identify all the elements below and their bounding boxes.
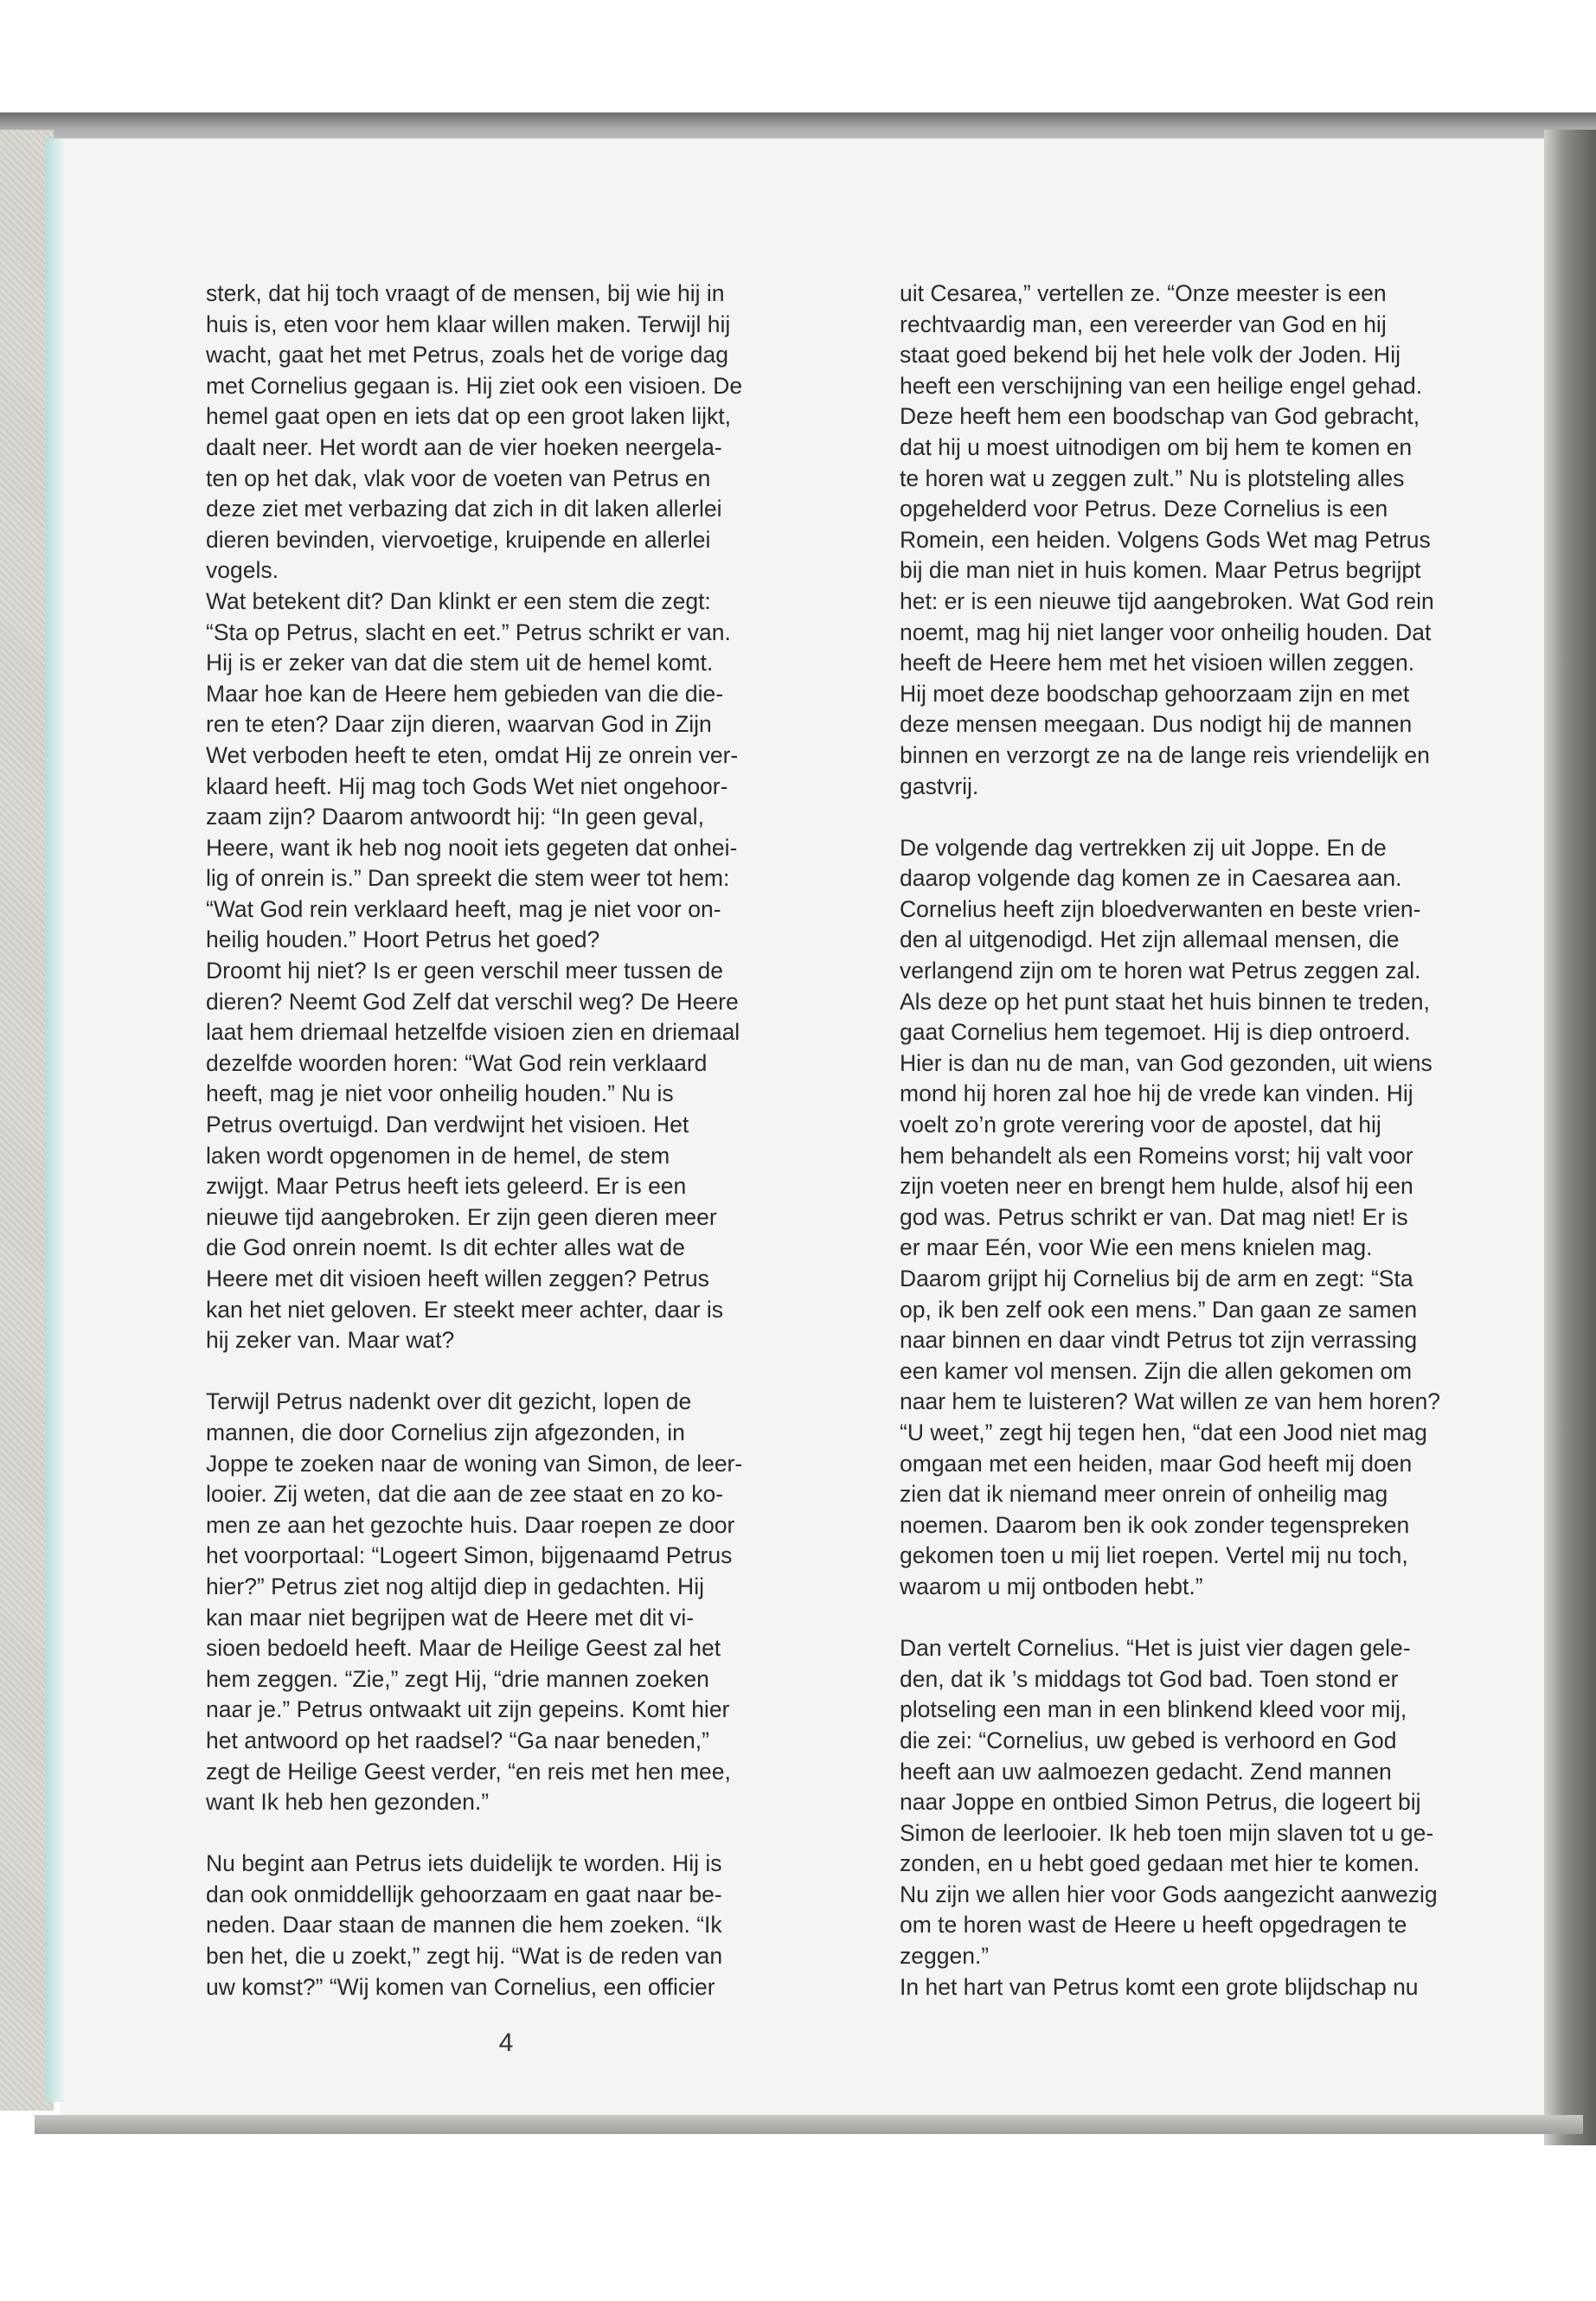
text-line: daalt neer. Het wordt aan de vier hoeken neergela- [206,433,722,460]
text-line: voelt zo’n grote verering voor de apostel, dat hij [900,1112,1381,1138]
text-line: dieren? Neemt God Zelf dat verschil weg? De Heere [206,988,739,1015]
text-line: Wet verboden heeft te eten, omdat Hij ze onrein ver- [206,741,739,768]
text-line: huis is, eten voor hem klaar willen maken. Terwijl hij [206,311,731,337]
text-line: hij zeker van. Maar wat? [206,1327,455,1354]
text-line: heeft, mag je niet voor onheilig houden.” Nu is [206,1080,674,1107]
text-line: staat goed bekend bij het hele volk der Joden. Hij [900,342,1401,369]
text-line: In het hart van Petrus komt een grote blijdschap nu [900,1973,1419,2000]
text-line: neden. Daar staan de mannen die hem zoeken. “Ik [206,1912,722,1939]
text-line: heeft een verschijning van een heilige engel gehad. [900,372,1423,399]
text-line: laken wordt opgenomen in de hemel, de stem [206,1142,670,1169]
text-line: “Wat God rein verklaard heeft, mag je niet voor on- [206,895,721,922]
text-line: Maar hoe kan de Heere hem gebieden van die die- [206,680,724,707]
text-line: zien dat ik niemand meer onrein of onheilig mag [900,1481,1388,1508]
text-line: nieuwe tijd aangebroken. Er zijn geen dieren meer [206,1203,717,1230]
text-line: bij die man niet in huis komen. Maar Petrus begrijpt [900,557,1421,584]
text-line: deze mensen meegaan. Dus nodigt hij de mannen [900,711,1413,738]
paragraph-gap [900,1603,1505,1634]
scan-border-right [1544,130,1596,2145]
text-line: Petrus overtuigd. Dan verdwijnt het visioen. Het [206,1112,689,1138]
paragraph-gap [206,1356,816,1388]
text-line: noemt, mag hij niet langer voor onheilig houden. Dat [900,619,1432,645]
text-line: deze ziet met verbazing dat zich in dit laken allerlei [206,496,722,522]
text-line: sterk, dat hij toch vraagt of de mensen, bij wie hij in [206,280,725,306]
text-line: rechtvaardig man, een vereerder van God en hij [900,311,1387,337]
text-line: om te horen wast de Heere u heeft opgedragen te [900,1912,1407,1939]
text-line: het antwoord op het raadsel? “Ga naar beneden,” [206,1727,709,1753]
text-line: wacht, gaat het met Petrus, zoals het de vorige dag [206,342,728,369]
text-line: Terwijl Petrus nadenkt over dit gezicht, lopen de [206,1388,692,1415]
text-line: gastvrij. [900,772,979,799]
text-line: ten op het dak, vlak voor de voeten van Petrus en [206,465,711,491]
text-line: heeft de Heere hem met het visioen willen zeggen. [900,650,1415,676]
text-line: den al uitgenodigd. Het zijn allemaal mensen, die [900,926,1400,953]
text-line: gaat Cornelius hem tegemoet. Hij is diep ontroerd. [900,1019,1411,1046]
text-line: sioen bedoeld heeft. Maar de Heilige Geest zal het [206,1635,721,1662]
text-line: een kamer vol mensen. Zijn die allen gekomen om [900,1357,1413,1384]
text-line: Droomt hij niet? Is er geen verschil meer tussen de [206,958,723,984]
text-line: Wat betekent dit? Dan klinkt er een stem die zegt: [206,587,711,614]
text-line: Heere met dit visioen heeft willen zeggen? Petrus [206,1266,709,1292]
text-line: heeft aan uw aalmoezen gedacht. Zend mannen [900,1758,1392,1785]
text-line: Hier is dan nu de man, van God gezonden, uit wiens [900,1049,1433,1076]
text-line: zegt de Heilige Geest verder, “en reis met hen mee, [206,1758,731,1785]
text-line: want Ik heb hen gezonden.” [206,1789,490,1816]
text-line: verlangend zijn om te horen wat Petrus zeggen zal. [900,958,1421,984]
text-line: uit Cesarea,” vertellen ze. “Onze meester is een [900,280,1387,306]
text-line: zaam zijn? Daarom antwoordt hij: “In geen geval, [206,804,704,830]
text-line: het: er is een nieuwe tijd aangebroken. Wat God rein [900,587,1434,614]
text-line: Nu begint aan Petrus iets duidelijk te worden. Hij is [206,1850,722,1877]
text-line: er maar Eén, voor Wie een mens knielen mag. [900,1234,1373,1261]
text-line: uw komst?” “Wij komen van Cornelius, een officier [206,1973,715,2000]
paragraph-gap [206,1818,816,1849]
text-line: hem behandelt als een Romeins vorst; hij valt voor [900,1142,1413,1169]
text-line: “U weet,” zegt hij tegen hen, “dat een Jood niet mag [900,1419,1427,1445]
text-line: Hij is er zeker van dat die stem uit de hemel komt. [206,650,714,676]
text-column-left [206,279,816,2003]
text-line: die God onrein noemt. Is dit echter alles wat de [206,1234,685,1261]
text-line: Dan vertelt Cornelius. “Het is juist vier dagen gele- [900,1635,1411,1662]
text-line: laat hem driemaal hetzelfde visioen zien en driemaal [206,1019,740,1046]
text-line: Joppe te zoeken naar de woning van Simon, de leer- [206,1450,743,1477]
text-line: zijn voeten neer en brengt hem hulde, alsof hij een [900,1173,1413,1200]
text-line: gekomen toen u mij liet roepen. Vertel mij nu toch, [900,1542,1408,1569]
text-line: dezelfde woorden horen: “Wat God rein verklaard [206,1049,708,1076]
text-line: den, dat ik ’s middags tot God bad. Toen stond er [900,1665,1399,1692]
text-line: Simon de leerlooier. Ik heb toen mijn slaven tot u ge- [900,1819,1434,1846]
text-line: “Sta op Petrus, slacht en eet.” Petrus schrikt er van. [206,619,731,645]
text-line: Heere, want ik heb nog nooit iets gegeten dat onhei- [206,834,738,861]
text-line: hemel gaat open en iets dat op een groot laken lijkt, [206,403,731,430]
text-line: dat hij u moest uitnodigen om bij hem te komen en [900,433,1413,460]
text-line: met Cornelius gegaan is. Hij ziet ook een visioen. De [206,372,743,399]
text-line: op, ik ben zelf ook een mens.” Dan gaan ze samen [900,1296,1418,1323]
text-line: Romein, een heiden. Volgens Gods Wet mag Petrus [900,526,1431,553]
text-line: men ze aan het gezochte huis. Daar roepen ze door [206,1511,735,1538]
text-line: zonden, en u hebt goed gedaan met hier te komen. [900,1850,1420,1877]
scan-border-bottom [35,2115,1583,2134]
text-line: zwijgt. Maar Petrus heeft iets geleerd. Er is een [206,1173,687,1200]
text-line: Deze heeft hem een boodschap van God gebracht, [900,403,1420,430]
text-line: naar je.” Petrus ontwaakt uit zijn gepeins. Komt hier [206,1696,730,1723]
text-column-right [900,279,1505,2003]
text-line: kan het niet geloven. Er steekt meer achter, daar is [206,1296,724,1323]
text-line: te horen wat u zeggen zult.” Nu is plotsteling alles [900,465,1405,491]
text-line: Cornelius heeft zijn bloedverwanten en beste vrien- [900,895,1421,922]
page-stack-edge [45,138,64,2102]
text-line: god was. Petrus schrikt er van. Dat mag niet! Er is [900,1203,1408,1230]
text-line: naar hem te luisteren? Wat willen ze van hem horen? [900,1388,1441,1415]
paragraph-gap [900,802,1505,833]
text-line: zeggen.” [900,1943,990,1970]
text-line: hem zeggen. “Zie,” zegt Hij, “drie mannen zoeken [206,1665,709,1692]
text-line: ren te eten? Daar zijn dieren, waarvan God in Zijn [206,711,712,738]
text-line: Nu zijn we allen hier voor Gods aangezicht aanwezig [900,1881,1438,1907]
text-line: die zei: “Cornelius, uw gebed is verhoord en God [900,1727,1397,1753]
text-line: binnen en verzorgt ze na de lange reis vriendelijk en [900,741,1430,768]
text-line: opgehelderd voor Petrus. Deze Cornelius is een [900,496,1388,522]
text-line: dieren bevinden, viervoetige, kruipende en allerlei [206,526,711,553]
text-line: lig of onrein is.” Dan spreekt die stem weer tot hem: [206,865,730,892]
text-line: mannen, die door Cornelius zijn afgezonden, in [206,1419,685,1445]
text-line: De volgende dag vertrekken zij uit Joppe. En de [900,834,1387,861]
text-line: hier?” Petrus ziet nog altijd diep in gedachten. Hij [206,1573,704,1599]
text-line: dan ook onmiddellijk gehoorzaam en gaat naar be- [206,1881,722,1907]
text-line: heilig houden.” Hoort Petrus het goed? [206,926,600,953]
text-line: vogels. [206,557,279,584]
text-line: waarom u mij ontboden hebt.” [900,1573,1203,1599]
page-number: 4 [498,2029,514,2057]
text-line: Hij moet deze boodschap gehoorzaam zijn en met [900,680,1410,707]
text-line: Als deze op het punt staat het huis binnen te treden, [900,988,1430,1015]
text-line: daarop volgende dag komen ze in Caesarea aan. [900,865,1402,892]
text-line: Daarom grijpt hij Cornelius bij de arm en zegt: “Sta [900,1266,1413,1292]
text-line: naar Joppe en ontbied Simon Petrus, die logeert bij [900,1789,1421,1816]
text-line: plotseling een man in een blinkend kleed voor mij, [900,1696,1407,1723]
text-line: mond hij horen zal hoe hij de vrede kan vinden. Hij [900,1080,1413,1107]
text-line: het voorportaal: “Logeert Simon, bijgenaamd Petrus [206,1542,733,1569]
text-line: klaard heeft. Hij mag toch Gods Wet niet ongehoor- [206,772,728,799]
text-line: looier. Zij weten, dat die aan de zee staat en zo ko- [206,1481,724,1508]
text-line: naar binnen en daar vindt Petrus tot zijn verrassing [900,1327,1418,1354]
text-line: noemen. Daarom ben ik ook zonder tegenspreken [900,1511,1410,1538]
text-line: kan maar niet begrijpen wat de Heere met dit vi- [206,1604,695,1631]
text-line: ben het, die u zoekt,” zegt hij. “Wat is de reden van [206,1943,723,1970]
text-line: omgaan met een heiden, maar God heeft mij doen [900,1450,1413,1477]
